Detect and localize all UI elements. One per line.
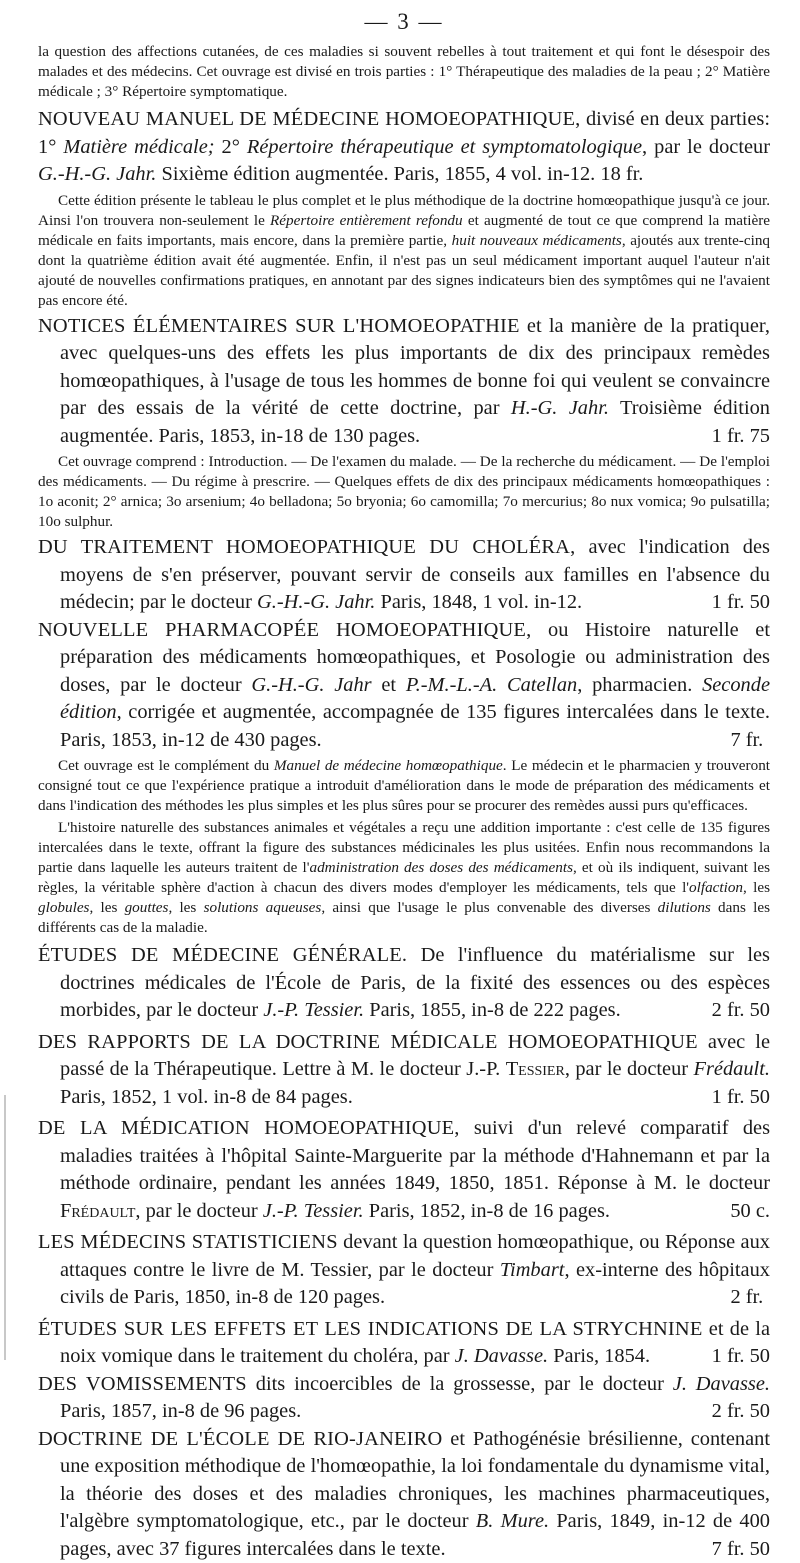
intro-paragraph: la question des affections cutanées, de ces maladies si souvent rebelles à tout traitement et qui font le désespoir des malades et des médecins. Cet ouvrage est divisé en trois parties : 1° Thérapeutique des maladies de la peau ; 2° Matière médicale ; 3° Répertoire symptomatique.	[38, 42, 770, 102]
entry-title: DES VOMISSEMENTS	[38, 1373, 247, 1395]
entry-price: 2 fr.	[752, 1284, 770, 1312]
entry-title: NOUVELLE PHARMACOPÉE HOMOEOPATHIQUE,	[38, 619, 531, 641]
entry-title: DOCTRINE DE L'ÉCOLE DE RIO-JANEIRO	[38, 1428, 442, 1450]
entry-title: DU TRAITEMENT HOMOEOPATHIQUE DU CHOLÉRA,	[38, 536, 575, 558]
entry-traitement-cholera: DU TRAITEMENT HOMOEOPATHIQUE DU CHOLÉRA, avec l'indication des moyens de s'en préserver, pouvant servir de conseils aux familles en l'absence du médecin; par le docteur G.-H.-G. Jahr. Paris, 1848, 1 vol. in-12. 1 fr. 50	[38, 534, 770, 617]
entry-note: Cet ouvrage est le complément du Manuel de médecine homœopathique. Le médecin et le pharmacien y trouveront consigné tout ce que l'expérience pratique a introduit d'amélioration dans le mode de préparation des médicaments et dans l'indication des méthodes les plus simples et les plus sûres pour se procurer des remèdes aussi purs qu'efficaces.	[38, 756, 770, 816]
entry-price: 1 fr. 75	[734, 423, 770, 451]
entry-nouvelle-pharmacopee: NOUVELLE PHARMACOPÉE HOMOEOPATHIQUE, ou Histoire naturelle et préparation des médicaments homœopathiques, et Posologie ou administration des doses, par le docteur G.-H.-G. Jahr et P.-M.-L.-A. Catellan, pharmacien. Seconde édition, corrigée et augmentée, accompagnée de 135 figures intercalées dans le texte. Paris, 1853, in-12 de 430 pages. 7 fr.	[38, 617, 770, 755]
entry-title: NOTICES ÉLÉMENTAIRES SUR L'HOMOEOPATHIE	[38, 315, 520, 337]
entry-strychnine: ÉTUDES SUR LES EFFETS ET LES INDICATIONS DE LA STRYCHNINE et de la noix vomique dans le traitement du choléra, par J. Davasse. Paris, 1854. 1 fr. 50	[38, 1316, 770, 1371]
entry-note: L'histoire naturelle des substances animales et végétales a reçu une addition importante : c'est celle de 135 figures intercalées dans le texte, offrant la figure des substances médicinales les plus usitées. Enfin nous recommandons la partie dans laquelle les auteurs traitent de l'administration des doses des médicaments, et où ils indiquent, suivant les règles, la véritable sphère d'action à chacun des divers modes d'employer les médicaments, tels que l'olfaction, les globules, les gouttes, les solutions aqueuses, ainsi que l'usage le plus convenable des diverses dilutions dans les différents cas de la maladie.	[38, 818, 770, 938]
entry-price: 1 fr. 50	[734, 589, 770, 617]
entry-price: 50 c.	[752, 1198, 770, 1226]
entry-nouveau-manuel: NOUVEAU MANUEL DE MÉDECINE HOMOEOPATHIQUE, divisé en deux parties: 1° Matière médicale; 2° Répertoire thérapeutique et symptomatologique, par le docteur G.-H.-G. Jahr. Sixième édition augmentée. Paris, 1855, 4 vol. in-12. 18 fr.	[38, 106, 770, 189]
entry-price: 1 fr. 50	[734, 1084, 770, 1112]
entry-note: Cette édition présente le tableau le plus complet et le plus méthodique de la doctrine homœopathique jusqu'à ce jour. Ainsi l'on trouvera non-seulement le Répertoire entièrement refondu et augmenté de tout ce que comprend la matière médicale en faits importants, mais encore, dans la première partie, huit nouveaux médicaments, ajoutés aux trente-cinq dont la quatrième édition avait été augmentée. Enfin, il n'est pas un seul médicament important auquel l'auteur n'ait ajouté de nouvelles confirmations pratiques, en annotant par des signes indicateurs bien des symptômes qui ne l'avaient pas encore été.	[38, 191, 770, 311]
entry-price: 7 fr. 50	[734, 1536, 770, 1563]
entry-price: 2 fr. 50	[734, 1398, 770, 1426]
entry-des-rapports: DES RAPPORTS DE LA DOCTRINE MÉDICALE HOMOEOPATHIQUE avec le passé de la Thérapeutique. Lettre à M. le docteur J.-P. Tessier, par le docteur Frédault. Paris, 1852, 1 vol. in-8 de 84 pages. 1 fr. 50	[38, 1029, 770, 1112]
entry-price: 1 fr. 50	[734, 1343, 770, 1371]
entry-title: ÉTUDES SUR LES EFFETS ET LES INDICATIONS DE LA STRYCHNINE	[38, 1318, 703, 1340]
entry-price: 2 fr. 50	[734, 997, 770, 1025]
entry-title: ÉTUDES DE MÉDECINE GÉNÉRALE.	[38, 944, 407, 966]
entry-medecins-statisticiens: LES MÉDECINS STATISTICIENS devant la question homœopathique, ou Réponse aux attaques contre le livre de M. Tessier, par le docteur Timbart, ex-interne des hôpitaux civils de Paris, 1850, in-8 de 120 pages. 2 fr.	[38, 1229, 770, 1312]
entry-ecole-rio-janeiro: DOCTRINE DE L'ÉCOLE DE RIO-JANEIRO et Pathogénésie brésilienne, contenant une exposition méthodique de l'homœopathie, la loi fondamentale du dynamisme vital, la théorie des doses et des maladies chroniques, les machines pharmaceutiques, l'algèbre symptomatologique, etc., par le docteur B. Mure. Paris, 1849, in-12 de 400 pages, avec 37 figures intercalées dans le texte. 7 fr. 50	[38, 1426, 770, 1563]
entry-title: DE LA MÉDICATION HOMOEOPATHIQUE,	[38, 1117, 460, 1139]
entry-title: NOUVEAU MANUEL DE MÉDECINE HOMOEOPATHIQUE,	[38, 108, 580, 130]
entry-vomissements: DES VOMISSEMENTS dits incoercibles de la grossesse, par le docteur J. Davasse. Paris, 1857, in-8 de 96 pages. 2 fr. 50	[38, 1371, 770, 1426]
entry-note: Cet ouvrage comprend : Introduction. — De l'examen du malade. — De la recherche du médicament. — De l'emploi des médicaments. — Du régime à prescrire. — Quelques effets de dix des principaux médicaments homœopathiques : 1o aconit; 2° arnica; 3o arsenium; 4o belladona; 5o bryonia; 6o camomilla; 7o mercurius; 8o nux vomica; 9o pulsatilla; 10o sulphur.	[38, 452, 770, 532]
page-number: — 3 —	[38, 4, 770, 40]
entry-medication-homoeopathique: DE LA MÉDICATION HOMOEOPATHIQUE, suivi d'un relevé comparatif des maladies traitées à l'hôpital Sainte-Marguerite par la méthode d'Hahnemann et par la méthode ordinaire, pendant les années 1849, 1850, 1851. Réponse à M. le docteur Frédault, par le docteur J.-P. Tessier. Paris, 1852, in-8 de 16 pages. 50 c.	[38, 1115, 770, 1225]
binding-shadow	[4, 1095, 6, 1360]
entry-price: 7 fr.	[752, 727, 770, 755]
entry-etudes-medecine-generale: ÉTUDES DE MÉDECINE GÉNÉRALE. De l'influence du matérialisme sur les doctrines médicales de l'École de Paris, de la fixité des essences ou des espèces morbides, par le docteur J.-P. Tessier. Paris, 1855, in-8 de 222 pages. 2 fr. 50	[38, 942, 770, 1025]
entry-notices-elementaires: NOTICES ÉLÉMENTAIRES SUR L'HOMOEOPATHIE et la manière de la pratiquer, avec quelques-uns des effets les plus importants de dix des principaux remèdes homœopathiques, à l'usage de tous les hommes de bonne foi qui veulent se convaincre par des essais de la vérité de cette doctrine, par H.-G. Jahr. Troisième édition augmentée. Paris, 1853, in-18 de 130 pages. 1 fr. 75	[38, 313, 770, 451]
entry-title: LES MÉDECINS STATISTICIENS	[38, 1231, 338, 1253]
entry-title: DES RAPPORTS DE LA DOCTRINE MÉDICALE HOMOEOPATHIQUE	[38, 1031, 698, 1053]
